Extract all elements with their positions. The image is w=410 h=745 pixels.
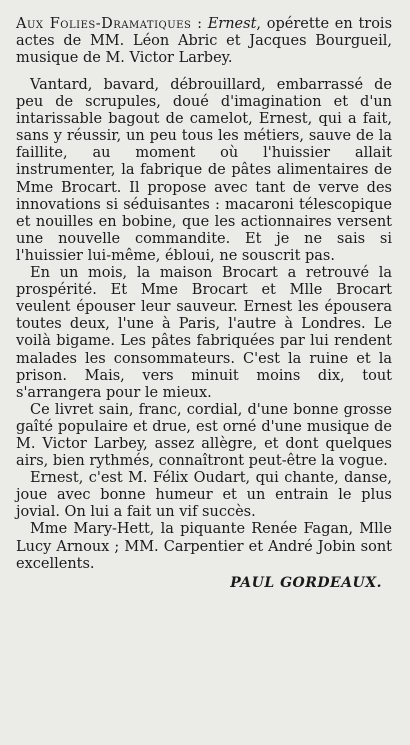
review-heading: [16, 16, 392, 67]
operetta-title: Ernest: [207, 16, 257, 32]
paragraph-plot-1: Vantard, bavard, débrouillard, embarrassé de peu de scrupules, doué d'imagination et d'un intarissable bagout de camelot, Ernest, qui a fait, sans y réussir, un peu tous les métiers, sauve de la faillite, au moment où l'huissier allait instrumenter, la fabrique de pâtes alimentaires de Mme Brocart. Il propose avec tant de verve des innovations si séduisantes : macaroni télescopique et nouilles en bobine, que les actionnaires versent une nouvelle commandite. Et je ne sais si l'huissier lui-même, ébloui, ne souscrit pas.: [16, 77, 392, 264]
heading-credits: , opérette en trois actes de MM. Léon Abric et Jacques Bourgueil, musique de M. Victor Larbey.: [16, 16, 393, 66]
paragraph-plot-2: En un mois, la maison Brocart a retrouvé la prospérité. Et Mme Brocart et Mlle Brocart veulent épouser leur sauveur. Ernest les épousera toutes deux, l'une à Paris, l'autre à Londres. Le voilà bigame. Les pâtes fabriquées par lui rendent malades les consommateurs. C'est la ruine et la prison. Mais, vers minuit moins dix, tout s'arrangera pour le mieux.: [16, 265, 392, 401]
paragraph-lead-actor: Ernest, c'est M. Félix Oudart, qui chante, danse, joue avec bonne humeur et un entrain le plus jovial. On lui a fait un vif succès.: [16, 470, 392, 521]
paragraph-music: Ce livret sain, franc, cordial, d'une bonne grosse gaîté populaire et drue, est orné d'une musique de M. Victor Larbey, assez allègre, et dont quelques airs, bien rythmés, connaîtront peut-être la vogue.: [16, 401, 392, 470]
paragraph-cast: Mme Mary-Hett, la piquante Renée Fagan, Mlle Lucy Arnoux ; MM. Carpentier et André Jobin sont excellents.: [16, 521, 392, 572]
heading-separator: :: [191, 16, 208, 32]
author-signature: PAUL GORDEAUX.: [230, 574, 382, 591]
theatre-name: Aux Folies-Dramatiques: [16, 16, 192, 32]
spacer: [16, 67, 392, 77]
